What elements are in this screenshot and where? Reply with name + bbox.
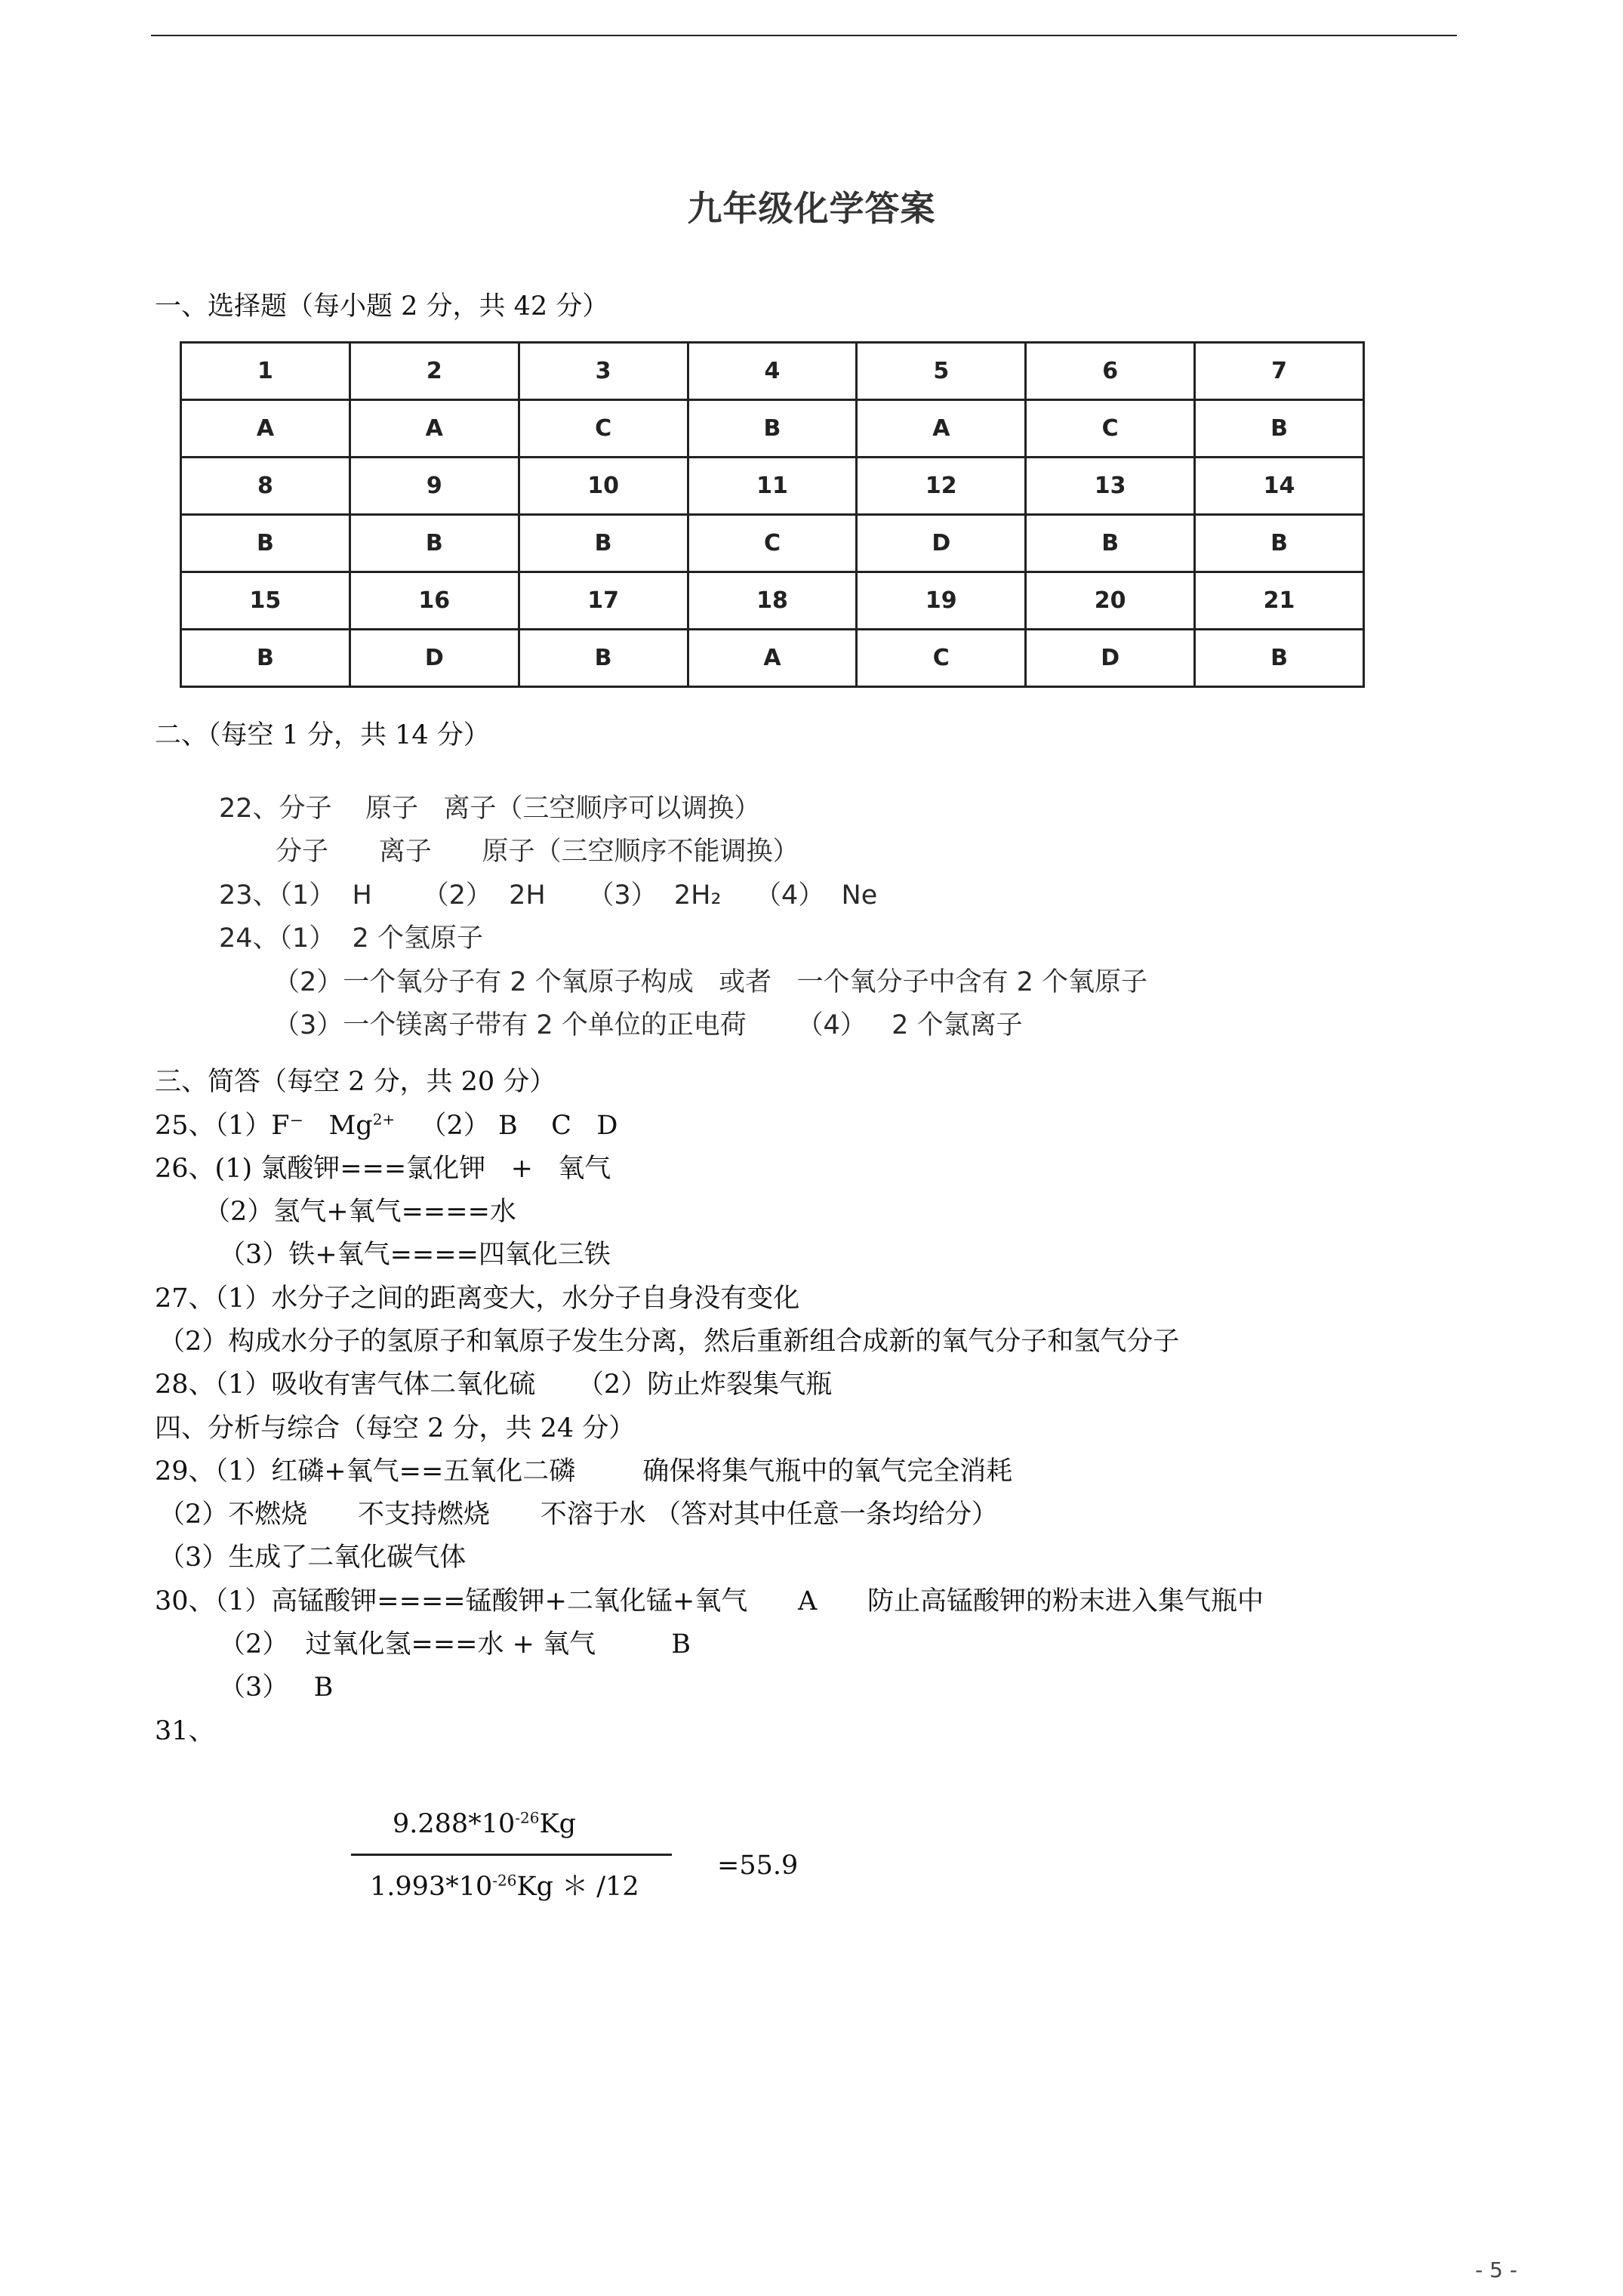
page-title: 九年级化学答案 xyxy=(687,188,936,229)
answer-cell: C xyxy=(1026,400,1195,458)
answer-cell: B xyxy=(181,515,350,572)
fraction-result: =55.9 xyxy=(717,1851,799,1881)
q25-part1: 25、（1）F⁻ Mg xyxy=(155,1111,373,1141)
q24-line1: 24、（1） 2 个氢原子 xyxy=(219,923,483,954)
answer-row xyxy=(181,515,1364,572)
q25-part2: （2） B C D xyxy=(395,1111,618,1141)
question-number-cell: 8 xyxy=(181,458,350,515)
answer-cell: B xyxy=(1195,515,1364,572)
q25-line xyxy=(155,1110,617,1142)
q30-line3: （3） B xyxy=(219,1672,334,1703)
answer-cell: B xyxy=(519,515,688,572)
answer-cell: D xyxy=(350,630,519,687)
question-number-cell: 21 xyxy=(1195,572,1364,630)
answer-cell: B xyxy=(1026,515,1195,572)
q24-line2: （2）一个氧分子有 2 个氧原子构成 或者 一个氧分子中含有 2 个氧原子 xyxy=(273,967,1148,997)
q26-line3: （3）铁+氧气====四氧化三铁 xyxy=(219,1240,611,1270)
fraction-denominator xyxy=(370,1871,639,1903)
fraction-bar xyxy=(351,1854,672,1856)
q26-line2: （2）氢气+氧气====水 xyxy=(204,1197,516,1227)
question-number-cell: 4 xyxy=(688,343,857,400)
q24-line3: （3）一个镁离子带有 2 个单位的正电荷 （4） 2 个氯离子 xyxy=(273,1010,1023,1040)
answer-cell: C xyxy=(688,515,857,572)
q31-label: 31、 xyxy=(155,1716,215,1746)
answer-cell: C xyxy=(857,630,1026,687)
q29-line3: （3）生成了二氧化碳气体 xyxy=(159,1542,467,1573)
denominator-exponent: -26 xyxy=(492,1871,517,1890)
q28-line: 28、（1）吸收有害气体二氧化硫 （2）防止炸裂集气瓶 xyxy=(155,1370,833,1400)
answer-row xyxy=(181,630,1364,687)
question-number-row xyxy=(181,572,1364,630)
denominator-base: 1.993*10 xyxy=(370,1872,493,1902)
answer-cell: B xyxy=(181,630,350,687)
q27-line1: 27、（1）水分子之间的距离变大，水分子自身没有变化 xyxy=(155,1284,800,1314)
answer-cell: B xyxy=(519,630,688,687)
question-number-cell: 2 xyxy=(350,343,519,400)
answer-cell: B xyxy=(1195,630,1364,687)
q27-line2: （2）构成水分子的氢原子和氧原子发生分离，然后重新组合成新的氧气分子和氢气分子 xyxy=(159,1327,1180,1357)
question-number-cell: 1 xyxy=(181,343,350,400)
question-number-cell: 14 xyxy=(1195,458,1364,515)
page-number: - 5 - xyxy=(1475,2257,1517,2282)
question-number-cell: 16 xyxy=(350,572,519,630)
question-number-row xyxy=(181,458,1364,515)
question-number-cell: 11 xyxy=(688,458,857,515)
q29-line2: （2）不燃烧 不支持燃烧 不溶于水 （答对其中任意一条均给分） xyxy=(159,1499,998,1530)
answer-table xyxy=(180,341,1365,688)
numerator-base: 9.288*10 xyxy=(393,1809,516,1839)
numerator-exponent: -26 xyxy=(515,1808,540,1827)
answer-cell: C xyxy=(519,400,688,458)
question-number-cell: 13 xyxy=(1026,458,1195,515)
q29-line1: 29、（1）红磷+氧气==五氧化二磷 确保将集气瓶中的氧气完全消耗 xyxy=(155,1456,1013,1487)
question-number-cell: 15 xyxy=(181,572,350,630)
answer-cell: D xyxy=(857,515,1026,572)
question-number-cell: 18 xyxy=(688,572,857,630)
question-number-cell: 7 xyxy=(1195,343,1364,400)
section4-header: 四、分析与综合（每空 2 分，共 24 分） xyxy=(155,1413,636,1444)
q30-line1: 30、（1）高锰酸钾====锰酸钾+二氧化锰+氧气 A 防止高锰酸钾的粉末进入集气瓶中 xyxy=(155,1586,1264,1616)
section3-header: 三、简答（每空 2 分，共 20 分） xyxy=(155,1067,556,1097)
answer-cell: A xyxy=(688,630,857,687)
question-number-cell: 12 xyxy=(857,458,1026,515)
section2-header: 二、（每空 1 分，共 14 分） xyxy=(155,720,490,750)
q22-line2: 分子 离子 原子（三空顺序不能调换） xyxy=(276,837,799,867)
q23-line: 23、（1） H （2） 2H （3） 2H₂ （4） Ne xyxy=(219,880,878,911)
fraction-numerator xyxy=(393,1808,576,1840)
numerator-unit: Kg xyxy=(539,1809,577,1839)
q25-superscript: 2+ xyxy=(372,1110,396,1129)
answer-row xyxy=(181,400,1364,458)
answer-cell: B xyxy=(688,400,857,458)
q22-line1: 22、分子 原子 离子（三空顺序可以调换） xyxy=(219,794,761,824)
section1-header: 一、选择题（每小题 2 分，共 42 分） xyxy=(155,291,609,322)
answer-cell: B xyxy=(350,515,519,572)
q26-line1: 26、(1) 氯酸钾===氯化钾 + 氧气 xyxy=(155,1154,611,1184)
question-number-cell: 10 xyxy=(519,458,688,515)
question-number-cell: 6 xyxy=(1026,343,1195,400)
answer-cell: A xyxy=(350,400,519,458)
answer-cell: B xyxy=(1195,400,1364,458)
answer-cell: A xyxy=(181,400,350,458)
question-number-cell: 20 xyxy=(1026,572,1195,630)
answer-cell: A xyxy=(857,400,1026,458)
question-number-cell: 5 xyxy=(857,343,1026,400)
question-number-cell: 9 xyxy=(350,458,519,515)
question-number-cell: 19 xyxy=(857,572,1026,630)
answer-cell: D xyxy=(1026,630,1195,687)
q30-line2: （2） 过氧化氢===水 + 氧气 B xyxy=(219,1629,691,1660)
question-number-cell: 17 xyxy=(519,572,688,630)
header-rule xyxy=(151,35,1457,36)
question-number-cell: 3 xyxy=(519,343,688,400)
question-number-row xyxy=(181,343,1364,400)
denominator-unit: Kg ＊ /12 xyxy=(516,1872,639,1902)
